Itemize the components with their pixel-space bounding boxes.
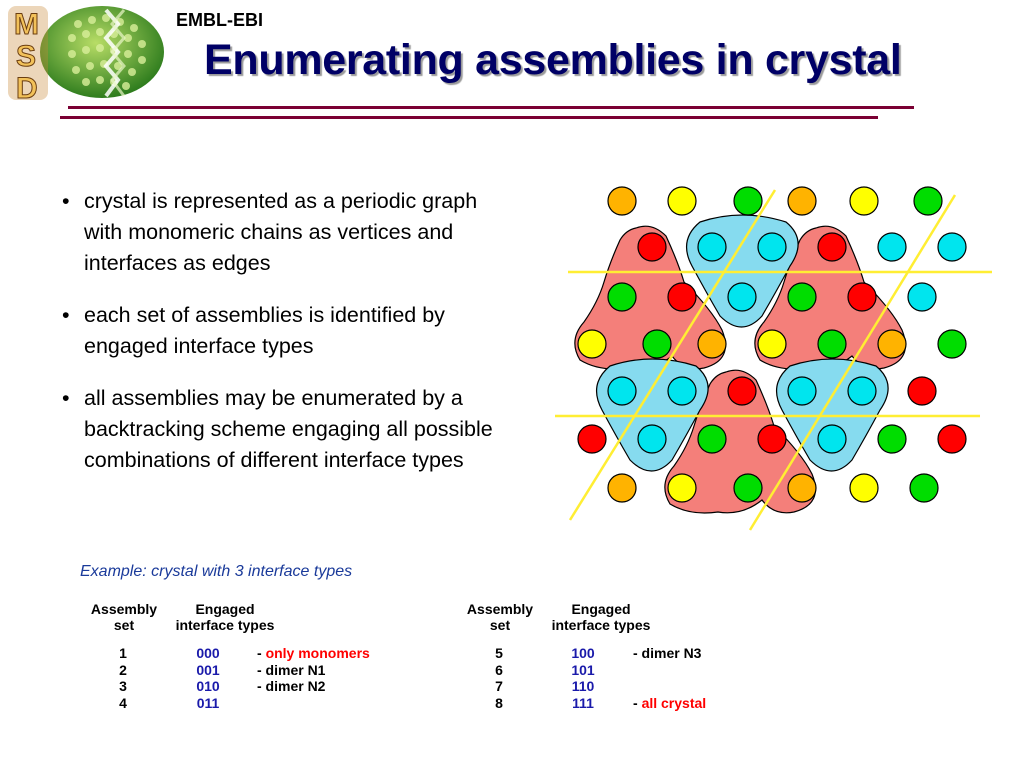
chain-node [698,425,726,453]
bullet-dot: • [62,386,70,410]
example-caption: Example: crystal with 3 interface types [80,563,353,580]
chain-node [848,377,876,405]
title-rule-top [68,106,914,109]
chain-node [638,233,666,261]
chain-node [878,330,906,358]
chain-node [818,233,846,261]
crystal-lattice-diagram [545,170,1005,535]
interface-code: 011 [196,694,220,711]
chain-node [818,425,846,453]
assembly-set-number: 6 [495,661,503,678]
bullet-text: each set of assemblies is identified by engaged interface types [84,303,445,358]
interface-code: 000 [196,645,220,661]
chain-node [698,233,726,261]
chain-node [728,283,756,311]
chain-node [578,330,606,358]
chain-node [608,283,636,311]
logo-letter-d: D [16,72,38,104]
logo-letter-m: M [14,8,39,41]
chain-node [734,474,762,502]
bullet-list [60,186,510,497]
chain-node [938,330,966,358]
assembly-set-number: 1 [119,645,127,661]
chain-node [608,474,636,502]
assembly-description: - all crystal [633,694,707,711]
chain-node [850,187,878,215]
chain-node [938,425,966,453]
assembly-description: - dimer N3 [633,645,702,661]
org-label: EMBL-EBI [176,10,263,30]
bullet-item [60,186,510,279]
assembly-set-header: Assembly set [90,601,158,633]
chain-node [758,425,786,453]
interface-code: 100 [571,645,595,661]
chain-node [878,425,906,453]
chain-node [818,330,846,358]
chain-node [643,330,671,358]
chain-node [788,377,816,405]
chain-node [668,187,696,215]
assembly-description: - dimer N2 [257,678,326,694]
chain-node [848,283,876,311]
assembly-set-number: 7 [495,678,503,694]
bullet-text: all assemblies may be enumerated by a backtracking scheme engaging all possible combinations of different interface types [84,386,493,472]
page-title: Enumerating assemblies in crystal [204,36,902,84]
chain-node [698,330,726,358]
bullet-item [60,383,510,476]
assembly-blobs [575,215,906,513]
chain-node [668,283,696,311]
chain-node [878,233,906,261]
title-rule-bottom [60,116,878,119]
logo-letter-s: S [16,40,37,73]
interface-code: 101 [571,661,595,678]
chain-node [910,474,938,502]
assembly-description: - dimer N1 [257,661,326,678]
interface-code: 111 [572,694,594,711]
interface-code: 001 [196,661,220,678]
chain-node [668,377,696,405]
chain-node [908,377,936,405]
chain-node [788,283,816,311]
chain-node [850,474,878,502]
assembly-set-number: 4 [119,694,127,711]
bullet-item [60,300,510,362]
assembly-set-number: 8 [495,694,503,711]
chain-node [668,474,696,502]
engaged-header: Engaged interface types [175,601,275,633]
interface-code: 110 [571,678,595,694]
chain-node [758,330,786,358]
chain-node [938,233,966,261]
chain-node [578,425,606,453]
assembly-set-number: 3 [119,678,127,694]
chain-node [608,377,636,405]
interface-code: 010 [196,678,220,694]
chain-node [758,233,786,261]
assembly-set-number: 2 [119,661,127,678]
chain-node [788,187,816,215]
chain-node [608,187,636,215]
chain-node [788,474,816,502]
assembly-description: - only monomers [257,645,370,661]
msd-logo [6,4,166,104]
chain-node [728,377,756,405]
assembly-set-number: 5 [495,645,503,661]
bullet-dot: • [62,189,70,213]
chain-node [734,187,762,215]
bullet-dot: • [62,303,70,327]
engaged-header: Engaged interface types [551,601,651,633]
chain-node [914,187,942,215]
chain-node [908,283,936,311]
bullet-text: crystal is represented as a periodic graph with monomeric chains as vertices and interfaces as edges [84,189,478,275]
assembly-set-header: Assembly set [466,601,534,633]
chain-node [638,425,666,453]
